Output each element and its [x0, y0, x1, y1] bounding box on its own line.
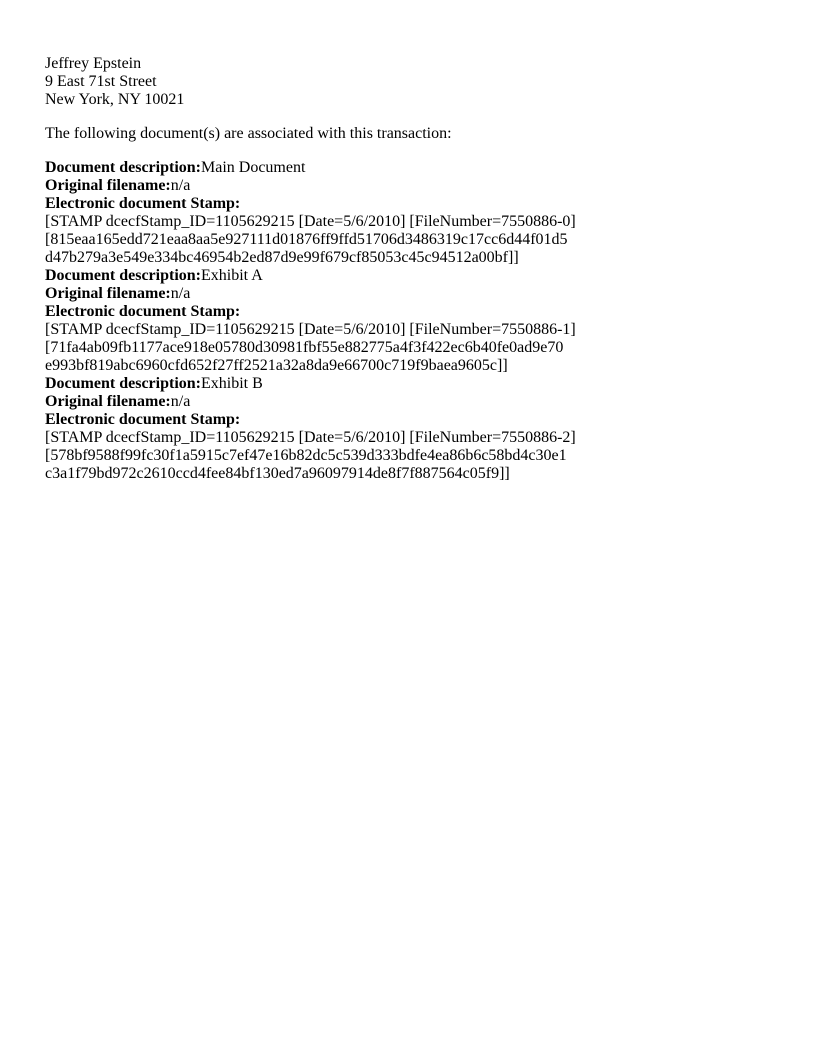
stamp-line: e993bf819abc6960cfd652f27ff2521a32a8da9e66700c719f9baea9605c]]	[45, 357, 508, 374]
original-filename-row	[45, 177, 785, 195]
stamp-line: d47b279a3e549e334bc46954b2ed87d9e99f679cf85053c45c94512a00bf]]	[45, 249, 519, 266]
description-label: Document description:	[45, 267, 201, 284]
filename-label: Original filename:	[45, 177, 171, 194]
stamp-label-row	[45, 195, 785, 213]
stamp-label: Electronic document Stamp:	[45, 411, 241, 428]
filename-value: n/a	[170, 393, 191, 410]
description-label: Document description:	[45, 375, 201, 392]
document-entry	[45, 159, 785, 267]
stamp-line: [815eaa165edd721eaa8aa5e927111d01876ff9ffd51706d3486319c17cc6d44f01d5	[45, 231, 568, 248]
stamp-label-row	[45, 411, 785, 429]
stamp-line: [STAMP dcecfStamp_ID=1105629215 [Date=5/6/2010] [FileNumber=7550886-0]	[45, 213, 576, 230]
filename-label: Original filename:	[45, 285, 171, 302]
document-page	[45, 55, 785, 483]
document-description-row	[45, 375, 785, 393]
stamp-label-row	[45, 303, 785, 321]
document-description-row	[45, 267, 785, 285]
description-value: Main Document	[200, 159, 306, 176]
stamp-line: c3a1f79bd972c2610ccd4fee84bf130ed7a96097914de8f7f887564c05f9]]	[45, 465, 510, 482]
document-entry	[45, 267, 785, 375]
document-entry	[45, 375, 785, 483]
documents-list	[45, 159, 785, 483]
stamp-line: [71fa4ab09fb1177ace918e05780d30981fbf55e882775a4f3f422ec6b40fe0ad9e70	[45, 339, 564, 356]
filename-value: n/a	[170, 285, 191, 302]
stamp-label: Electronic document Stamp:	[45, 195, 241, 212]
original-filename-row	[45, 393, 785, 411]
stamp-line: [STAMP dcecfStamp_ID=1105629215 [Date=5/6/2010] [FileNumber=7550886-1]	[45, 321, 576, 338]
description-value: Exhibit B	[200, 375, 263, 392]
filename-value: n/a	[170, 177, 191, 194]
stamp-label: Electronic document Stamp:	[45, 303, 241, 320]
address-street: 9 East 71st Street	[45, 73, 157, 90]
stamp-line: [578bf9588f99fc30f1a5915c7ef47e16b82dc5c539d333bdfe4ea86b6c58bd4c30e1	[45, 447, 567, 464]
address-name: Jeffrey Epstein	[45, 55, 142, 72]
filename-label: Original filename:	[45, 393, 171, 410]
original-filename-row	[45, 285, 785, 303]
description-value: Exhibit A	[200, 267, 263, 284]
document-description-row	[45, 159, 785, 177]
intro-text	[45, 125, 785, 143]
address-city: New York, NY 10021	[45, 91, 185, 108]
description-label: Document description:	[45, 159, 201, 176]
address-block	[45, 55, 785, 109]
intro-line: The following document(s) are associated with this transaction:	[45, 125, 452, 142]
stamp-line: [STAMP dcecfStamp_ID=1105629215 [Date=5/6/2010] [FileNumber=7550886-2]	[45, 429, 576, 446]
